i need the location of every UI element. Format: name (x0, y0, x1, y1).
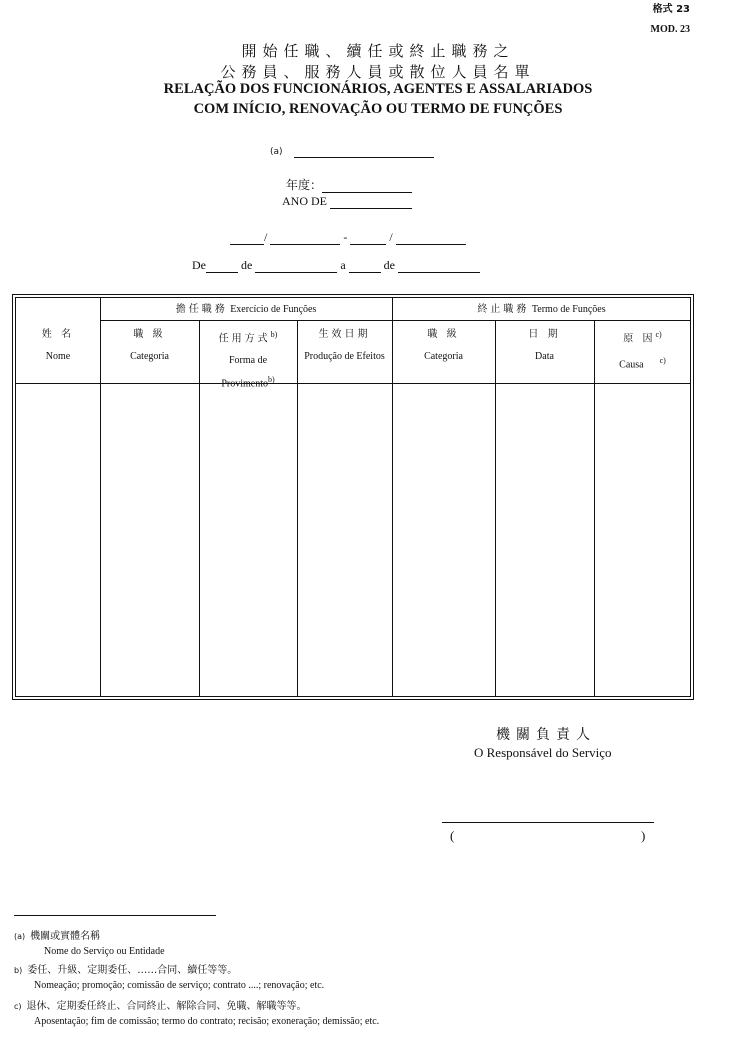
title-pt-line2: COM INÍCIO, RENOVAÇÃO OU TERMO DE FUNÇÕES (193, 101, 563, 117)
service-mark: (a) (270, 147, 283, 157)
footnote-c (14, 999, 379, 1029)
col-provimento-mark-top: b) (270, 330, 278, 339)
table-inner (15, 297, 691, 697)
de-label: De (192, 258, 206, 272)
de3-label: de (383, 258, 395, 272)
signature-paren-open: ( (450, 828, 455, 843)
col-category-end-zh: 職 級 (427, 329, 460, 340)
footnote-a (14, 929, 165, 959)
col-cause-pt: Causa (619, 359, 644, 371)
footnote-c-pt: Aposentação; fim de comissão; termo do contrato; recisão; exoneração; demissão; etc. (34, 1016, 380, 1027)
footnote-c-mark: c) (14, 1002, 22, 1011)
form-code (651, 0, 690, 40)
col-cause-mark-top: c) (655, 330, 662, 339)
col-header-cause (594, 328, 691, 372)
signature-line[interactable] (442, 822, 654, 823)
signature-zh: 機關負責人 (496, 727, 596, 743)
group-start-zh: 擔任職務 (175, 304, 228, 315)
year-zh-line[interactable] (322, 180, 412, 193)
footnote-b-pt: Nomeação; promoção; comissão de serviço; contrato ....; renovação; etc. (34, 980, 325, 991)
col-header-category-end (392, 328, 495, 363)
group-header-divider (100, 320, 691, 321)
form-code-pt: MOD. 23 (650, 24, 690, 35)
title-pt-line1: RELAÇÃO DOS FUNCIONÁRIOS, AGENTES E ASSALARIADOS (163, 81, 593, 97)
col-provimento-mark: b) (268, 375, 275, 385)
a-label: a (340, 258, 346, 272)
signature-pt: O Responsável do Serviço (474, 745, 612, 760)
a-month-line[interactable] (398, 260, 480, 273)
service-input-line[interactable] (294, 145, 434, 158)
staff-table (12, 294, 694, 700)
date-line-2[interactable] (270, 232, 340, 245)
group-end-zh: 終止職務 (477, 304, 530, 315)
year-pt-label: ANO DE (282, 194, 327, 208)
col-cause-zh: 原 因 (623, 333, 656, 345)
footnote-a-mark: (a) (14, 932, 26, 941)
col-header-name (16, 328, 100, 363)
col-date-zh: 日 期 (528, 329, 561, 340)
a-day-line[interactable] (349, 260, 381, 273)
footnote-b-zh: 委任、升級、定期委任、……合同、續任等等。 (27, 965, 238, 976)
col-name-pt: Nome (45, 351, 71, 362)
col-header-date (495, 328, 594, 363)
title-zh-line2: 公務員、服務人員或散位人員名單 (220, 63, 536, 81)
date-line-3[interactable] (350, 232, 386, 245)
col-category-end-pt: Categoria (424, 351, 463, 362)
footnote-a-pt: Nome do Serviço ou Entidade (44, 946, 165, 957)
title-zh-line1: 開始任職、續任或終止職務之 (241, 42, 515, 60)
de-day-line[interactable] (206, 260, 238, 273)
footnote-separator (14, 915, 216, 916)
col-category-pt: Categoria (130, 351, 169, 362)
group-start-pt: Exercício de Funções (230, 304, 317, 315)
year-zh-field (286, 176, 412, 193)
date-line-1[interactable] (230, 232, 264, 245)
year-zh-label: 年度： (286, 178, 323, 192)
col-category-zh: 職 級 (133, 329, 166, 340)
col-provimento-pt1: Forma de (228, 355, 268, 367)
col-header-category (100, 328, 199, 363)
date-range-field (192, 258, 480, 273)
col-provimento-pt2: Provimento (221, 378, 268, 390)
year-pt-line[interactable] (330, 196, 412, 209)
col-header-efeitos (297, 328, 392, 363)
col-date-pt: Data (535, 351, 554, 362)
col-provimento-zh: 任用方式 (218, 333, 271, 345)
footnote-a-zh: 機關或實體名稱 (30, 931, 101, 942)
form-code-zh: 格式 23 (652, 4, 690, 15)
signature-paren-close: ) (641, 828, 646, 843)
date-period-field (230, 230, 466, 245)
group-start-header (100, 303, 392, 316)
service-field (270, 143, 434, 158)
de-month-line[interactable] (255, 260, 337, 273)
date-slash-1: / (264, 230, 268, 244)
table-body-area[interactable] (16, 384, 691, 696)
date-dash: - (343, 230, 348, 244)
date-slash-2: / (389, 230, 393, 244)
col-cause-mark: c) (659, 356, 666, 366)
footnote-b-mark: b) (14, 966, 23, 975)
col-efeitos-pt: Produção de Efeitos (304, 351, 385, 362)
col-header-provimento (199, 328, 297, 391)
footnote-c-zh: 退休、定期委任終止、合同終止、解除合同、免職、解職等等。 (26, 1001, 307, 1012)
date-line-4[interactable] (396, 232, 466, 245)
col-efeitos-zh: 生效日期 (318, 329, 371, 340)
group-end-header (392, 303, 691, 316)
footnote-b (14, 963, 324, 993)
group-end-pt: Termo de Funções (531, 304, 606, 315)
year-pt-field (282, 194, 412, 209)
de2-label: de (241, 258, 253, 272)
col-name-zh: 姓 名 (41, 329, 75, 340)
